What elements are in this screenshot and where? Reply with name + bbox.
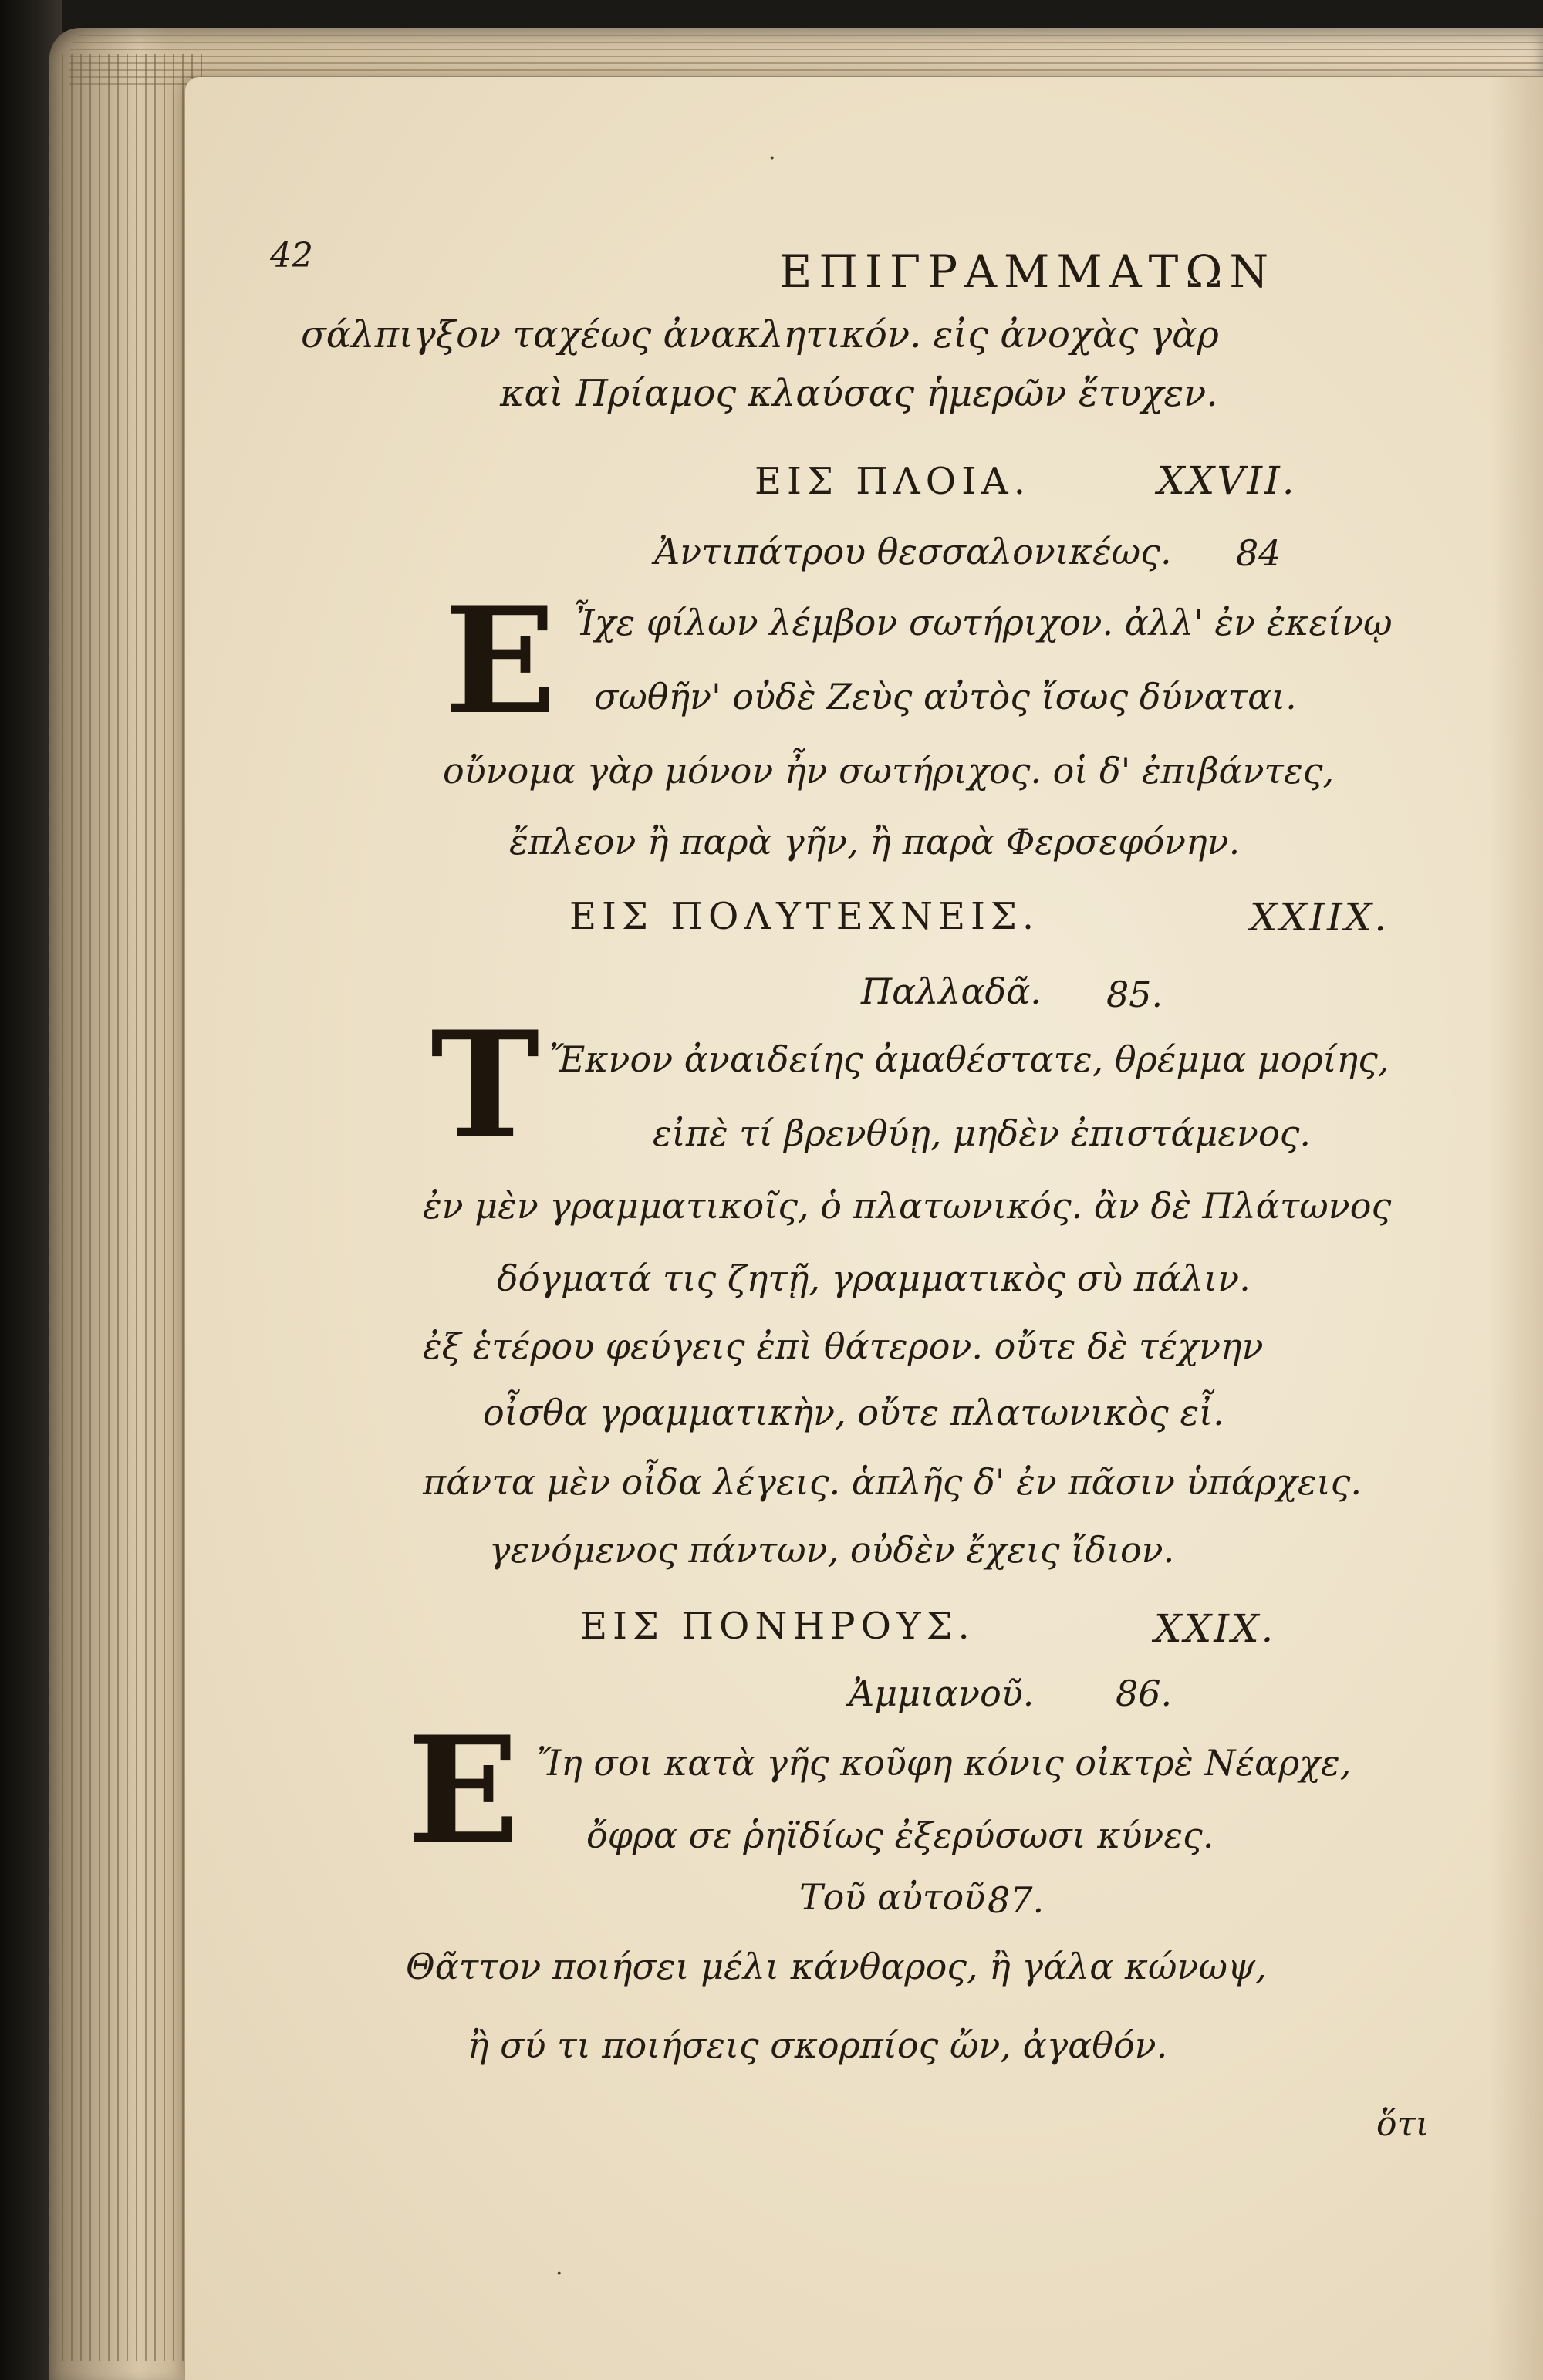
epigram-85-line-5: ἐξ ἑτέρου φεύγεις ἐπὶ θάτερον. οὔτε δὲ τέχνην: [423, 1325, 1264, 1367]
epigram-85-line-8: γενόμενος πάντων, οὐδὲν ἔχεις ἴδιον.: [489, 1529, 1175, 1571]
attribution-28: Παλλαδᾶ.: [861, 971, 1042, 1012]
ink-speck: ·: [555, 2260, 563, 2287]
page-number: 42: [270, 236, 313, 275]
epigram-84-line-3: οὔνομα γὰρ μόνον ἦν σωτήριχος. οἱ δ' ἐπιβάντες,: [443, 750, 1335, 792]
epigram-87-line-1: Θᾶττον ποιήσει μέλι κάνθαρος, ἢ γάλα κώνωψ,: [406, 1946, 1267, 1987]
epigram-86-line-1: Ἴη σοι κατὰ γῆς κοῦφη κόνις οἰκτρὲ Νέαρχε,: [537, 1742, 1352, 1784]
catchword: ὅτι: [1376, 2105, 1430, 2144]
epigram-84-line-4: ἔπλεον ἢ παρὰ γῆν, ἢ παρὰ Φερσεφόνην.: [509, 821, 1241, 863]
epigram-85-line-4: δόγματά τις ζητῇ, γραμματικὸς σὺ πάλιν.: [497, 1258, 1251, 1299]
attribution-27: Ἀντιπάτρου θεσσαλονικέως.: [654, 531, 1172, 572]
section-number-28: XXIIX.: [1250, 895, 1389, 940]
epigram-number-85: 85.: [1106, 974, 1163, 1015]
epigram-number-87: 87.: [988, 1879, 1045, 1921]
continuation-line-1: σάλπιγξον ταχέως ἀνακλητικόν. εἰς ἀνοχὰς γὰρ: [301, 313, 1219, 356]
running-head: ΕΠΙΓΡΑΜΜΑΤΩΝ: [779, 245, 1276, 298]
epigram-84-line-2: σωθῆν' οὐδὲ Ζεὺς αὐτὸς ἴσως δύναται.: [594, 676, 1297, 717]
section-title-29: ΕΙΣ ΠΟΝΗΡΟΥΣ.: [580, 1605, 975, 1648]
epigram-number-86: 86.: [1116, 1673, 1173, 1714]
attribution-87: Τοῦ αὐτοῦ.: [799, 1876, 997, 1918]
epigram-85-line-7: πάντα μὲν οἶδα λέγεις. ἁπλῆς δ' ἐν πᾶσιν ὑπάρχεις.: [423, 1461, 1362, 1503]
epigram-87-line-2: ἢ σύ τι ποιήσεις σκορπίος ὤν, ἀγαθόν.: [468, 2024, 1168, 2066]
epigram-85-line-3: ἐν μὲν γραμματικοῖς, ὁ πλατωνικός. ἂν δὲ Πλάτωνος: [423, 1185, 1392, 1227]
epigram-85-line-2: εἰπὲ τί βρενθύῃ, μηδὲν ἐπιστάμενος.: [653, 1112, 1312, 1154]
section-title-27: ΕΙΣ ΠΛΟΙΑ.: [755, 460, 1031, 503]
epigram-number-84: 84: [1236, 532, 1281, 574]
section-title-28: ΕΙΣ ΠΟΛΥΤΕΧΝΕΙΣ.: [569, 895, 1040, 938]
attribution-29: Ἀμμιανοῦ.: [849, 1673, 1035, 1714]
section-number-27: XXVII.: [1157, 458, 1297, 503]
initial-t-85: T: [430, 999, 540, 1171]
epigram-84-line-1: Ἶχε φίλων λέμβον σωτήριχον. ἀλλ' ἐν ἐκείνῳ: [572, 602, 1393, 643]
initial-e-86: E: [407, 1704, 519, 1876]
continuation-line-2: καὶ Πρίαμος κλαύσας ἡμερῶν ἔτυχεν.: [500, 372, 1218, 415]
epigram-86-line-2: ὄφρα σε ῥηϊδίως ἐξερύσωσι κύνες.: [586, 1815, 1214, 1856]
page-shade: [1489, 77, 1543, 2380]
section-number-29: XXIX.: [1154, 1606, 1276, 1651]
ink-speck: ·: [768, 145, 776, 172]
epigram-85-line-1: Ἔκνον ἀναιδείης ἀμαθέστατε, θρέμμα μορίης,: [549, 1038, 1389, 1080]
initial-e-84: E: [444, 575, 556, 747]
epigram-85-line-6: οἶσθα γραμματικὴν, οὔτε πλατωνικὸς εἶ.: [483, 1392, 1224, 1433]
